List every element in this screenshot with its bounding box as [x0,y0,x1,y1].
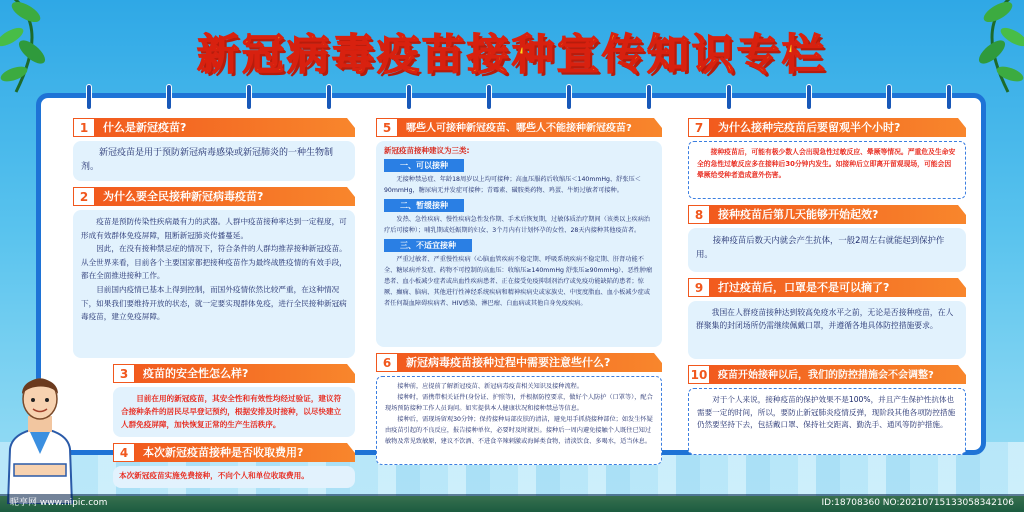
binder-ring [726,84,732,110]
column-middle [376,118,662,443]
section-3-heading [113,364,355,383]
section-text: 我国在人群疫苗接种达到较高免疫水平之前，无论是否接种疫苗，在人群聚集的封闭场所仍需继续佩戴口罩，并遵循各地具体防控措施要求。 [696,308,954,330]
section-title: 哪些人可接种新冠疫苗、哪些人不能接种新冠疫苗? [406,123,632,134]
section-text: 接种疫苗后数天内就会产生抗体，一般2周左右就能起到保护作用。 [696,235,945,259]
binder-ring [246,84,252,110]
column-left [73,118,355,480]
watermark-id: ID:18708360 NO:20210715133058342106 [821,498,1014,508]
section-title: 打过疫苗后，口罩是不是可以摘了? [718,281,890,294]
binder-ring [486,84,492,110]
section-text: 接种时，需携带相关证件(身份证、护照等)，并根据防控要求，做好个人防护（口罩等），配合现场预防接种工作人员询问。如实提供本人健康状况和接种禁忌等信息。 [385,394,653,412]
section-2-heading [73,187,355,206]
section-text: 目前国内疫情已基本上得到控制，而国外疫情依然比较严重，在这种情况下，如果我们要维持开放的状态，就一定要实现群体免疫，进行全民接种新冠病毒疫苗，建立免疫屏障。 [81,284,347,322]
section-intro: 新冠疫苗接种建议为三类: [384,146,470,155]
section-4-heading [113,443,355,462]
binder-ring [406,84,412,110]
section-7-heading [688,118,966,137]
binder-ring [566,84,572,110]
section-title: 新冠病毒疫苗接种过程中需要注意些什么? [406,356,611,369]
section-8-body [688,228,966,272]
section-3-body [113,387,355,437]
binder-ring [86,84,92,110]
section-2-body [73,210,355,358]
section-1-body [73,141,355,181]
section-4-body [113,466,355,488]
binder-ring [886,84,892,110]
section-10-heading [688,365,966,384]
section-number: 3 [113,364,135,383]
section-title: 为什么接种完疫苗后要留观半个小时? [718,121,901,134]
section-number: 5 [376,118,398,137]
section-title: 为什么要全民接种新冠病毒疫苗? [103,190,264,203]
section-7-body [688,141,966,199]
section-9-body [688,301,966,359]
section-10-body [688,388,966,455]
notice-board [36,93,986,480]
watermark-bar [0,494,1024,512]
section-text: 发热、急性疾病、慢性疾病急性发作期、手术后恢复期，过敏体质治疗期间（该类以上疾病治疗后可接种）；哺乳期或妊娠期的妇女、3个月内有计划怀孕的女性、28天内接种其他疫苗者。 [384,216,651,234]
section-text: 疫苗是预防传染性疾病最有力的武器。人群中疫苗接种率达到一定程度，可形成有效群体免疫屏障，阻断新冠肺炎传播蔓延。 [81,217,347,240]
category-postpone: 二、暂缓接种 [384,199,464,212]
section-text: 接种前，应提前了解新冠疫苗、新冠病毒疫苗相关知识及接种流程。 [397,383,584,390]
section-text: 严重过敏者、严重慢性疾病（心脑血管疾病不稳定期、呼吸系统疾病不稳定期、肝肾功能不全、糖尿病并发症、药物不可控制的高血压：收缩压≥140mmHg 舒张压≥90mmHg）、恶性肿瘤患者、血小板减少症者或出血性疾病患者、正在接受免疫抑制剂治疗或免疫功能缺陷的患者；惊厥、癫痫、脑病、其他进行性神经系统疾病和精神疾病史或家族史、中度度脂血、血小板减少症或者任何凝血障碍疾病者、HIV感染、淋巴瘤、白血病或其他自身免疫疾病。 [384,256,653,307]
section-title: 疫苗开始接种以后，我们的防控措施会不会调整? [718,370,934,381]
section-text: 无接种禁忌症、年龄18周岁以上均可接种；高血压服药后收缩压＜140mmHg、舒张压＜90mmHg，糖尿病无并发症可接种；青霉素、磺胺类药物、鸡蛋、牛奶过敏者可接种。 [384,176,641,194]
column-right [688,118,966,443]
section-title: 接种疫苗后第几天能够开始起效? [718,208,879,221]
section-6-heading [376,353,662,372]
section-text: 对于个人来说，接种疫苗的保护效果不是100%，并且产生保护性抗体也需要一定的时间，所以，要防止新冠肺炎疫情反弹，现阶段其他各项防控措施仍然要坚持下去，包括戴口罩、保持社交距离、勤洗手、通风等防护措施。 [697,395,956,430]
section-number: 10 [688,365,710,384]
section-text: 接种后，需现场留观30分钟；保持接种局部皮肤的清洁，避免用手抓挠接种部位；如发生怀疑由疫苗引起的不良反应，报告接种单位，必要时及时就医。接种后一周内避免接触个人既往已知过敏物及常见致敏原，建议不饮酒、不进食辛辣刺激或海鲜类食物，清淡饮食、多喝水，适当休息。 [385,416,653,445]
section-5-body [376,141,662,347]
category-not-suitable: 三、不适宜接种 [384,239,472,252]
section-1-heading [73,118,355,137]
section-title: 什么是新冠疫苗? [103,121,187,134]
section-text: 本次新冠疫苗实施免费接种，不向个人和单位收取费用。 [119,471,309,480]
section-5-heading [376,118,662,137]
section-number: 4 [113,443,135,462]
page-title: 新冠病毒疫苗接种宣传知识专栏 [196,30,827,79]
section-number: 2 [73,187,95,206]
section-title: 疫苗的安全性怎么样? [143,367,249,380]
section-number: 1 [73,118,95,137]
section-6-body [376,376,662,465]
section-text: 接种疫苗后，可能有极少数人会出现急性过敏反应、晕厥等情况。严重危及生命安全的急性过敏反应多在接种后30分钟内发生。如接种后立即离开留观现场，可能会因晕厥给受种者造成意外伤害。 [697,148,956,179]
section-8-heading [688,205,966,224]
category-can-vaccinate: 一、可以接种 [384,159,464,172]
section-9-heading [688,278,966,297]
section-text: 因此，在没有接种禁忌症的情况下，符合条件的人群均推荐接种新冠疫苗。从全世界来看，目前各个主要国家都把接种疫苗作为最终战胜疫情的有效手段，都在全面推进接种工作。 [81,244,347,281]
section-number: 7 [688,118,710,137]
section-number: 8 [688,205,710,224]
binder-ring [806,84,812,110]
watermark-site: 昵享网 www.nipic.com [10,498,108,508]
section-number: 6 [376,353,398,372]
doctor-illustration [0,354,80,504]
section-number: 9 [688,278,710,297]
binder-ring [646,84,652,110]
section-text: 新冠疫苗是用于预防新冠病毒感染或新冠肺炎的一种生物制剂。 [81,148,334,172]
binder-ring [166,84,172,110]
binder-ring [946,84,952,110]
binder-ring [326,84,332,110]
section-title: 本次新冠疫苗接种是否收取费用? [143,446,304,459]
section-text: 目前在用的新冠疫苗，其安全性和有效性均经过验证，建议符合接种条件的居民尽早登记预约，根据安排及时接种，以尽快建立人群免疫屏障，加快恢复正常的生产生活秩序。 [121,394,342,429]
